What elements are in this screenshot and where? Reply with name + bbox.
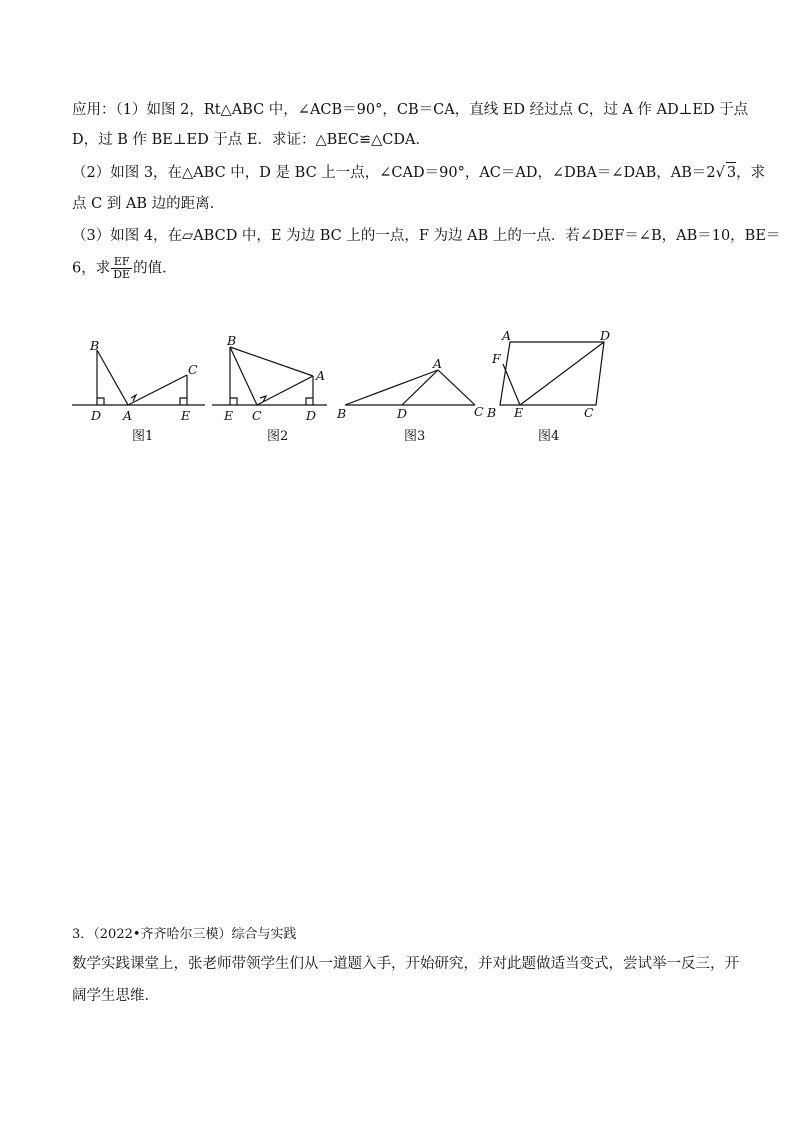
fig4-caption: 图4	[538, 429, 560, 444]
text-line-5: （3）如图 4，在▱ABCD 中，E 为边 BC 上的一点，F 为边 AB 上的一点．若∠DEF＝∠B，AB＝10，BE＝	[72, 228, 781, 244]
fig4-label-f: F	[492, 351, 501, 366]
text-line-4: 点 C 到 AB 边的距离．	[72, 196, 225, 212]
text-line-1: 应用：（1）如图 2，Rt△ABC 中，∠ACB＝90°，CB＝CA，直线 ED 经过点 C，过 A 作 AD⊥ED 于点	[72, 102, 749, 118]
text-line-3: （2）如图 3，在△ABC 中，D 是 BC 上一点，∠CAD＝90°，AC＝AD，∠DBA＝∠DAB，AB＝2√ 3，求	[72, 162, 765, 183]
figure-3-drawing	[345, 370, 475, 405]
fig4-label-c: C	[584, 405, 594, 420]
fig4-label-b: B	[487, 405, 497, 420]
fig4-label-a: A	[502, 328, 512, 343]
text-line-3-main: （2）如图 3，在△ABC 中，D 是 BC 上一点，∠CAD＝90°，AC＝AD，∠DBA＝∠DAB，AB＝2	[72, 165, 716, 181]
fig4-label-e: E	[514, 405, 524, 420]
fig3-label-b: B	[337, 406, 347, 421]
fig1-label-d: D	[91, 408, 102, 423]
fig2-label-c: C	[252, 408, 262, 423]
problem-3-body-line-1: 数学实践课堂上，张老师带领学生们从一道题入手，开始研究，并对此题做适当变式，尝试举一反三，开	[72, 956, 739, 972]
fig3-label-d: D	[397, 406, 408, 421]
sqrt-radicand: 3	[726, 162, 736, 183]
fraction-denominator: DE	[113, 268, 131, 281]
figure-4-drawing	[500, 342, 604, 405]
fig3-label-a: A	[433, 356, 443, 371]
fig1-label-c: C	[188, 362, 198, 377]
fig2-label-d: D	[306, 408, 317, 423]
figure-1-drawing	[72, 350, 205, 405]
fig1-caption: 图1	[132, 429, 154, 444]
problem-3-body-line-2: 阔学生思维．	[72, 988, 159, 1004]
geometry-figures	[0, 0, 794, 460]
fig2-label-e: E	[224, 408, 234, 423]
text-line-6-start: 6，求	[72, 260, 111, 277]
problem-3-header: 3．（2022•齐齐哈尔三模）综合与实践	[72, 927, 297, 942]
fig2-caption: 图2	[267, 429, 289, 444]
fraction-numerator: EF	[111, 256, 132, 269]
fig1-label-b: B	[90, 338, 100, 353]
fig2-label-b: B	[227, 333, 237, 348]
text-line-2: D，过 B 作 BE⊥ED 于点 E．求证：△BEC≌△CDA．	[72, 132, 430, 148]
text-line-6-end: 的值．	[133, 260, 177, 277]
fig3-label-c: C	[474, 404, 484, 419]
fig1-label-a: A	[123, 408, 133, 423]
fig3-caption: 图3	[404, 429, 426, 444]
text-line-3-end: ，求	[736, 165, 766, 181]
figure-2-drawing	[212, 347, 327, 405]
fig4-label-d: D	[600, 328, 611, 343]
fig2-label-a: A	[316, 368, 326, 383]
fig1-label-e: E	[181, 408, 191, 423]
